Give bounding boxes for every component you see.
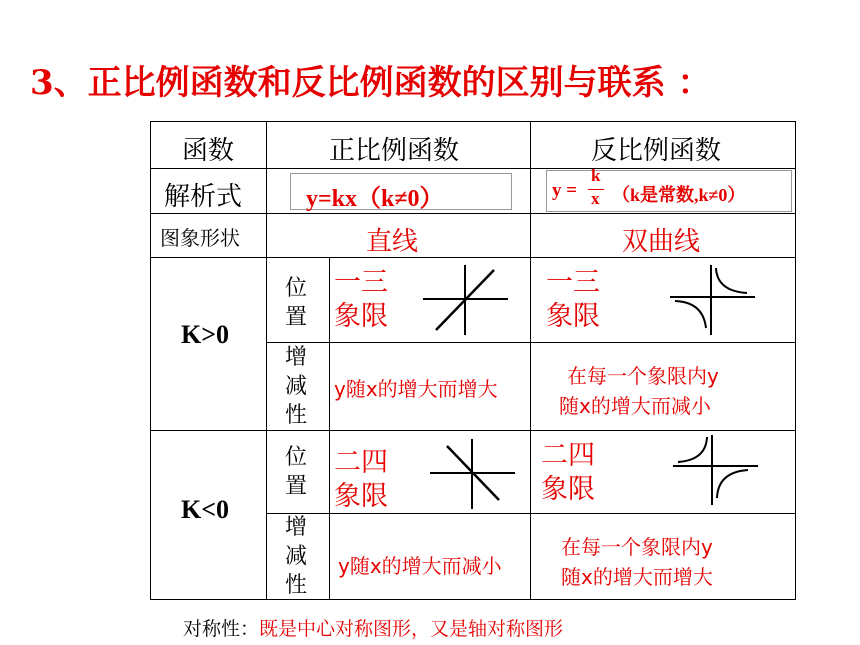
symmetry-text: 既是中心对称图形，又是轴对称图形 — [259, 618, 564, 640]
position-label-char: 置 — [284, 305, 307, 330]
hyperbola-q1-q3-graph-icon — [665, 262, 760, 337]
quadrant-text: 二四 — [334, 447, 388, 478]
trend-text: 在每一个象限内y — [567, 364, 719, 388]
k-negative-label: K<0 — [181, 495, 230, 524]
trend-label-char: 减 — [284, 544, 307, 569]
inverse-shape: 双曲线 — [622, 227, 701, 257]
table-rule — [150, 213, 796, 214]
trend-label-char: 性 — [284, 573, 307, 598]
quadrant-text: 一三 — [546, 267, 600, 298]
symmetry-label: 对称性： — [183, 618, 260, 640]
slide-title: 3、正比例函数和反比例函数的区别与联系 ： — [30, 63, 712, 103]
quadrant-text: 一三 — [334, 267, 388, 298]
shape-label: 图象形状 — [160, 226, 240, 250]
direct-shape: 直线 — [366, 227, 419, 257]
position-label — [281, 443, 311, 501]
header-direct-proportion: 正比例函数 — [329, 136, 460, 166]
header-function: 函数 — [182, 136, 235, 166]
header-inverse-proportion: 反比例函数 — [591, 136, 722, 166]
trend-text: 随x的增大而减小 — [559, 394, 711, 418]
direct-kpos-quadrants — [334, 266, 388, 334]
hyperbola-q2-q4-graph-icon — [668, 432, 763, 507]
increasing-line-graph-icon — [418, 262, 513, 337]
trend-label — [281, 513, 311, 600]
table-rule — [530, 121, 531, 599]
inverse-kpos-trend — [559, 361, 719, 421]
direct-kneg-trend: y随x的增大而减小 — [338, 554, 502, 578]
k-positive-label: K>0 — [181, 320, 230, 349]
trend-text: 在每一个象限内y — [561, 535, 713, 559]
decreasing-line-graph-icon — [425, 436, 520, 511]
direct-kneg-quadrants — [334, 446, 388, 514]
direct-formula: y=kx（k≠0） — [306, 186, 444, 212]
quadrant-text: 象限 — [334, 481, 388, 512]
inverse-kpos-quadrants — [546, 266, 600, 334]
table-rule — [150, 430, 796, 431]
inverse-kneg-trend — [561, 532, 713, 592]
quadrant-text: 象限 — [546, 301, 600, 332]
table-rule — [329, 257, 330, 599]
table-border-top — [150, 121, 796, 122]
trend-label-char: 减 — [284, 374, 307, 399]
table-rule — [150, 168, 796, 169]
formula-label: 解析式 — [164, 182, 243, 212]
trend-label — [281, 343, 311, 430]
table-border-bottom — [150, 599, 796, 600]
symmetry-note — [183, 614, 563, 641]
quadrant-text: 二四 — [541, 440, 595, 471]
inverse-formula-numerator: k — [591, 166, 601, 185]
table-rule — [266, 121, 267, 599]
table-border-right — [795, 121, 796, 599]
position-label-char: 位 — [284, 445, 307, 470]
trend-label-char: 增 — [284, 345, 307, 370]
inverse-formula-suffix: （k是常数,k≠0） — [612, 185, 746, 205]
inverse-kneg-quadrants — [541, 439, 595, 507]
trend-label-char: 增 — [284, 515, 307, 540]
quadrant-text: 象限 — [541, 474, 595, 505]
inverse-formula-prefix: y = — [552, 180, 578, 201]
position-label-char: 位 — [284, 276, 307, 301]
direct-kpos-trend: y随x的增大而增大 — [334, 377, 498, 401]
position-label — [281, 274, 311, 332]
position-label-char: 置 — [284, 474, 307, 499]
table-rule — [267, 342, 796, 343]
trend-text: 随x的增大而增大 — [561, 565, 713, 589]
quadrant-text: 象限 — [334, 301, 388, 332]
inverse-formula-denominator: x — [591, 189, 600, 208]
table-border-left — [150, 121, 151, 599]
trend-label-char: 性 — [284, 403, 307, 428]
